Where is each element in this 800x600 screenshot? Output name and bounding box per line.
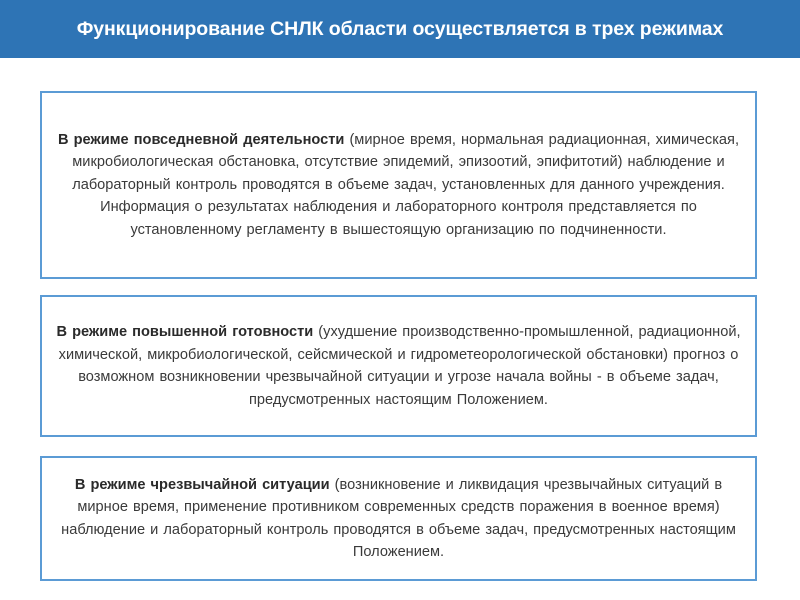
mode-text-high-alert [54,321,744,411]
mode-text-daily [54,129,744,242]
page-title: Функционирование СНЛК области осуществляется в трех режимах [76,18,724,40]
mode-body-daily: (мирное время, нормальная радиационная, химическая, микробиологическая обстановка, отсутствие эпидемий, эпизоотий, эпифитотий) наблюдение и лабораторный контроль проводятся в объеме задач, установленных для данного учреждения. Информация о результатах наблюдения и лабораторного контроля представляется по установленному регламенту в вышестоящую организацию по подчиненности. [72,131,739,238]
mode-box-high-alert [40,295,757,437]
mode-box-emergency [40,456,757,581]
mode-heading-emergency: В режиме чрезвычайной ситуации [74,476,330,493]
mode-heading-daily: В режиме повседневной деятельности [58,131,345,148]
mode-heading-high-alert: В режиме повышенной готовности [56,324,314,340]
mode-text-emergency [54,474,744,564]
page-header [0,0,800,58]
mode-body-emergency: (возникновение и ликвидация чрезвычайных ситуаций в мирное время, применение противником современных средств поражения в военное время) наблюдение и лабораторный контроль проводятся в объеме задач, предусмотренных настоящим Положением. [61,476,736,560]
mode-body-high-alert: (ухудшение производственно-промышленной, радиационной, химической, микробиологической, сейсмической и гидрометеорологической обстановки) прогноз о возможном возникновении чрезвычайной ситуации и угрозе начала войны - в объеме задач, предусмотренных настоящим Положением. [58,324,741,408]
mode-box-daily [40,91,757,279]
